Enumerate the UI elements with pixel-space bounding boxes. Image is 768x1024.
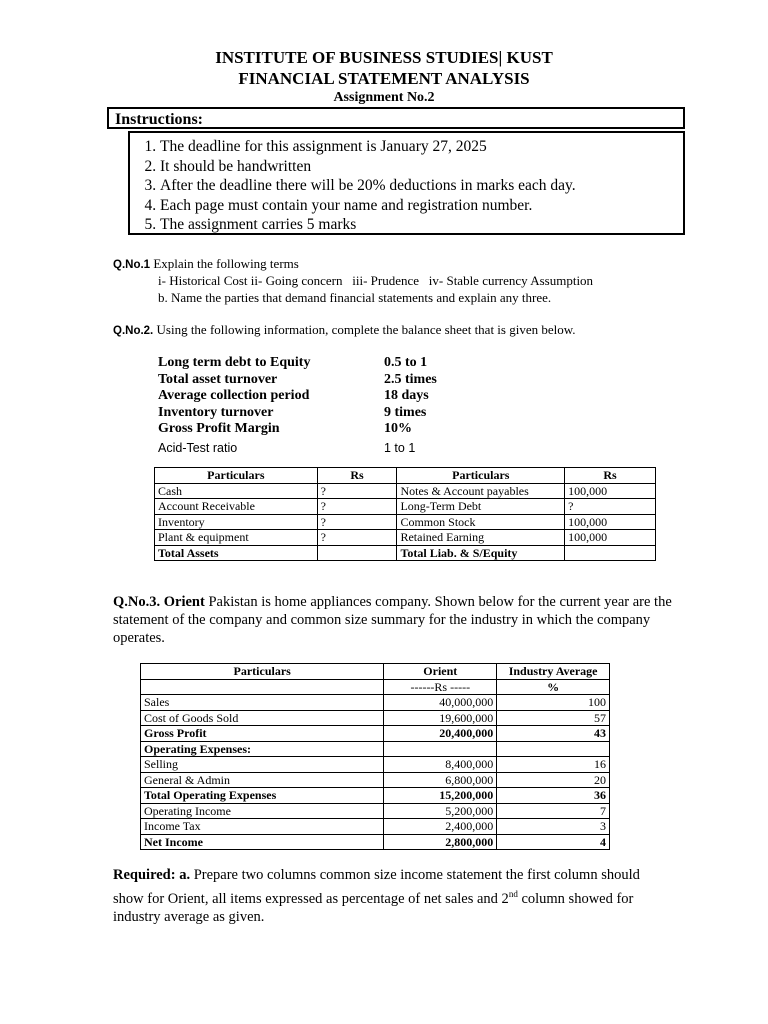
ratio-row bbox=[158, 372, 437, 389]
table-cell: 2,800,000 bbox=[384, 834, 497, 850]
table-cell: Operating Expenses: bbox=[141, 741, 384, 757]
table-cell: 3 bbox=[497, 819, 610, 835]
table-cell: General & Admin bbox=[141, 772, 384, 788]
ratio-value: 18 days bbox=[384, 388, 429, 403]
table-cell: Operating Income bbox=[141, 803, 384, 819]
balance-sheet-table bbox=[154, 467, 656, 561]
table-cell: Sales bbox=[141, 695, 384, 711]
table-cell: 100,000 bbox=[565, 530, 656, 546]
table-cell: 7 bbox=[497, 803, 610, 819]
column-header: Particulars bbox=[397, 468, 565, 484]
instruction-item: 5. The assignment carries 5 marks bbox=[160, 215, 683, 235]
ratio-value: 2.5 times bbox=[384, 371, 437, 387]
instructions-box bbox=[128, 131, 685, 235]
table-cell: 16 bbox=[497, 757, 610, 773]
table-row bbox=[141, 803, 610, 819]
instructions-heading: Instructions: bbox=[107, 107, 685, 129]
ratio-label: Inventory turnover bbox=[158, 404, 274, 420]
table-cell: Cash bbox=[155, 483, 318, 499]
table-cell: Cost of Goods Sold bbox=[141, 710, 384, 726]
table-row bbox=[155, 483, 656, 499]
table-cell bbox=[384, 741, 497, 757]
ratio-value: 10% bbox=[384, 421, 412, 436]
table-cell: Income Tax bbox=[141, 819, 384, 835]
ratio-row bbox=[158, 355, 437, 372]
table-cell: 20,400,000 bbox=[384, 726, 497, 742]
institute-title: INSTITUTE OF BUSINESS STUDIES| KUST bbox=[215, 48, 553, 67]
table-cell: 6,800,000 bbox=[384, 772, 497, 788]
table-cell: Selling bbox=[141, 757, 384, 773]
table-cell: 2,400,000 bbox=[384, 819, 497, 835]
ratio-label: Long term debt to Equity bbox=[158, 355, 311, 370]
table-cell bbox=[317, 545, 397, 561]
table-header-row bbox=[155, 468, 656, 484]
table-cell: Total Assets bbox=[155, 545, 318, 561]
table-cell: Total Liab. & S/Equity bbox=[397, 545, 565, 561]
table-header-row bbox=[141, 664, 610, 680]
instruction-item: 3. After the deadline there will be 20% deductions in marks each day. bbox=[160, 176, 683, 196]
table-total-row bbox=[155, 545, 656, 561]
table-row bbox=[141, 819, 610, 835]
q2-label: Q.No.2. bbox=[113, 325, 154, 337]
required-label: Required: a. bbox=[113, 867, 191, 883]
table-cell: 100 bbox=[497, 695, 610, 711]
table-cell: 100,000 bbox=[565, 483, 656, 499]
ratio-value: 1 to 1 bbox=[384, 440, 416, 455]
column-header: Rs bbox=[317, 468, 397, 484]
column-header: Particulars bbox=[141, 664, 384, 680]
table-row bbox=[155, 530, 656, 546]
q3-text: Pakistan is home appliances company. Shown below for the current year are the statement of the company and common size summary for the industry in which the company operates. bbox=[113, 594, 672, 646]
table-cell bbox=[565, 545, 656, 561]
q1-text: Explain the following terms bbox=[150, 256, 299, 271]
q1-question bbox=[113, 256, 299, 272]
table-cell: 4 bbox=[497, 834, 610, 850]
column-header: Particulars bbox=[155, 468, 318, 484]
table-row bbox=[141, 834, 610, 850]
required-superscript: nd bbox=[508, 888, 518, 899]
table-row bbox=[155, 499, 656, 515]
table-cell: 57 bbox=[497, 710, 610, 726]
table-cell: Plant & equipment bbox=[155, 530, 318, 546]
q1-label: Q.No.1 bbox=[113, 259, 151, 271]
table-cell: Long-Term Debt bbox=[397, 499, 565, 515]
table-cell: 15,200,000 bbox=[384, 788, 497, 804]
table-row bbox=[141, 757, 610, 773]
table-cell: Net Income bbox=[141, 834, 384, 850]
table-cell: Retained Earning bbox=[397, 530, 565, 546]
q2-text: Using the following information, complete the balance sheet that is given below. bbox=[153, 322, 576, 337]
table-cell: Common Stock bbox=[397, 514, 565, 530]
q1-part-b: b. Name the parties that demand financial statements and explain any three. bbox=[158, 290, 552, 305]
table-cell: 36 bbox=[497, 788, 610, 804]
table-cell: Total Operating Expenses bbox=[141, 788, 384, 804]
table-cell: 43 bbox=[497, 726, 610, 742]
table-cell: ? bbox=[317, 499, 397, 515]
instruction-item: 2. It should be handwritten bbox=[160, 157, 683, 177]
ratio-value: 0.5 to 1 bbox=[384, 355, 428, 370]
table-subheader-row bbox=[141, 679, 610, 695]
table-cell: % bbox=[497, 679, 610, 695]
table-cell: Gross Profit bbox=[141, 726, 384, 742]
q1-terms: i- Historical Cost ii- Going concern iii- Prudence iv- Stable currency Assumption bbox=[158, 273, 594, 288]
q3-required bbox=[113, 866, 673, 926]
ratio-row bbox=[158, 405, 437, 422]
table-cell: 5,200,000 bbox=[384, 803, 497, 819]
table-cell: ? bbox=[565, 499, 656, 515]
table-cell: Account Receivable bbox=[155, 499, 318, 515]
table-row bbox=[155, 514, 656, 530]
instruction-item: 4. Each page must contain your name and registration number. bbox=[160, 196, 683, 216]
table-row bbox=[141, 710, 610, 726]
ratio-label: Acid-Test ratio bbox=[158, 440, 238, 455]
table-cell: 8,400,000 bbox=[384, 757, 497, 773]
table-cell: Inventory bbox=[155, 514, 318, 530]
required-text-continued: column showed for industry average as given. bbox=[113, 890, 634, 925]
ratio-row bbox=[158, 421, 437, 438]
course-title: FINANCIAL STATEMENT ANALYSIS bbox=[238, 69, 530, 88]
table-cell bbox=[141, 679, 384, 695]
table-row bbox=[141, 695, 610, 711]
ratio-row bbox=[158, 440, 437, 457]
table-cell: ? bbox=[317, 530, 397, 546]
table-row bbox=[141, 741, 610, 757]
table-cell: ------Rs ----- bbox=[384, 679, 497, 695]
table-cell: 19,600,000 bbox=[384, 710, 497, 726]
q2-question bbox=[113, 322, 576, 338]
table-row bbox=[141, 726, 610, 742]
income-statement-table bbox=[140, 663, 610, 850]
table-cell: 100,000 bbox=[565, 514, 656, 530]
table-cell: 20 bbox=[497, 772, 610, 788]
table-row bbox=[141, 772, 610, 788]
ratio-label: Total asset turnover bbox=[158, 371, 278, 387]
column-header: Orient bbox=[384, 664, 497, 680]
table-cell: Notes & Account payables bbox=[397, 483, 565, 499]
table-cell: ? bbox=[317, 483, 397, 499]
column-header: Rs bbox=[565, 468, 656, 484]
q2-ratios bbox=[158, 355, 437, 456]
ratio-value: 9 times bbox=[384, 404, 427, 420]
required-text: Prepare two columns common size income statement the first column should show for Orient, all items expressed as percentage of net sales and 2 bbox=[113, 867, 640, 907]
table-cell bbox=[497, 741, 610, 757]
table-cell: ? bbox=[317, 514, 397, 530]
table-cell: 40,000,000 bbox=[384, 695, 497, 711]
q3-question bbox=[113, 593, 678, 647]
ratio-label: Gross Profit Margin bbox=[158, 421, 280, 436]
table-row bbox=[141, 788, 610, 804]
ratio-row bbox=[158, 388, 437, 405]
instruction-item: 1. The deadline for this assignment is January 27, 2025 bbox=[160, 137, 683, 157]
instructions-list bbox=[130, 137, 683, 235]
ratio-label: Average collection period bbox=[158, 388, 310, 403]
assignment-title: Assignment No.2 bbox=[333, 90, 435, 105]
column-header: Industry Average bbox=[497, 664, 610, 680]
q3-label: Q.No.3. Orient bbox=[113, 594, 205, 610]
